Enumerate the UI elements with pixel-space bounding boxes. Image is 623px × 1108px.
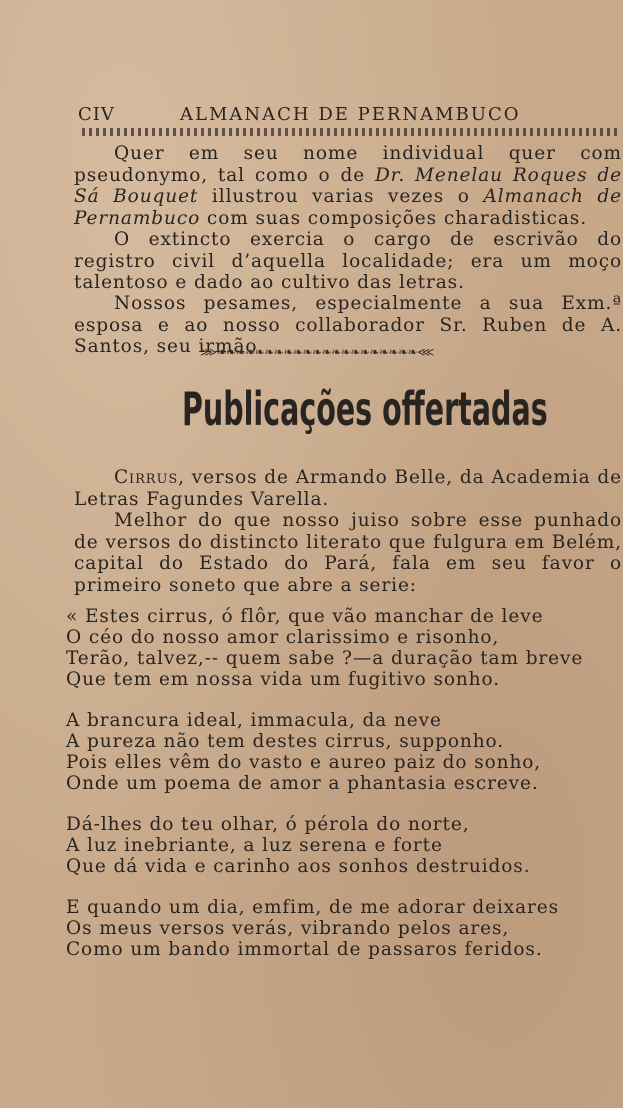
obituary-paragraph-2: O extincto exercia o cargo de escrivão do registro civil d’aquella localidade; era um moço talentoso e dado ao cultivo das letras. [74,229,622,293]
verse-line: « Estes cirrus, ó flôr, que vão manchar de leve [66,606,544,627]
running-header [78,104,618,128]
verse-line: E quando um dia, emfim, de me adorar deixares [66,897,559,918]
verse-line: Dá-lhes do teu olhar, ó pérola do norte, [66,814,470,835]
verse-line: Pois elles vêm do vasto e aureo paiz do sonho, [66,752,542,773]
review-paragraph-2: Melhor do que nosso juiso sobre esse punhado de versos do distincto literato que fulgura em Belém, capital do Estado do Pará, fala em seu favor o primeiro soneto que abre a serie: [74,510,622,596]
almanac-title: ALMANACH DE PERNAMBUCO [180,104,521,125]
obituary-paragraph-3: Nossos pesames, especialmente a sua Exm.ª esposa e ao nosso collaborador Sr. Ruben de A. Santos, seu irmão. [74,293,622,357]
obituary-paragraph-1: Quer em seu nome individual quer com pseudonymo, tal como o de Dr. Menelau Roques de Sá Bouquet illustrou varias vezes o Almanach de Pernambuco com suas composições charadisticas. [74,143,623,229]
book-title: Cirrus [114,467,179,488]
verse-line: Os meus versos verás, vibrando pelos ares, [66,918,510,939]
sonnet [66,606,621,980]
verse-line: Que tem em nossa vida um fugitivo sonho. [66,669,500,690]
verse-line: A brancura ideal, immacula, da neve [66,710,442,731]
verse-line: A luz inebriante, a luz serena e forte [66,835,443,856]
pseudonym: Dr. Menelau Roques de Sá Bouquet [74,164,622,207]
almanac-name: Almanach de Pernambuco [74,186,623,229]
verse-line: O céo do nosso amor clarissimo e risonho, [66,627,500,648]
stanza [66,814,621,877]
verse-line: Terão, talvez,-- quem sabe ?—a duração tam breve [66,648,584,669]
verse-line: Onde um poema de amor a phantasia escreve. [66,773,539,794]
verse-line: Como um bando immortal de passaros feridos. [66,939,543,960]
page-number: CIV [78,104,115,125]
review-paragraph-1: Cirrus, versos de Armando Belle, da Academia de Letras Fagundes Varella. [74,467,622,510]
ornament-divider: ⋙❧❧❧❧❧❧❧❧❧❧❧❧❧❧❧❧❧❧❧❧❧⋘ [200,345,434,359]
stanza [66,897,621,960]
verse-line: Que dá vida e carinho aos sonhos destruidos. [66,856,531,877]
verse-line: A pureza não tem destes cirrus, supponho. [66,731,505,752]
stanza [66,710,621,794]
stanza [66,606,621,690]
section-title: Publicações offertadas [182,382,548,436]
header-rule [82,128,617,136]
